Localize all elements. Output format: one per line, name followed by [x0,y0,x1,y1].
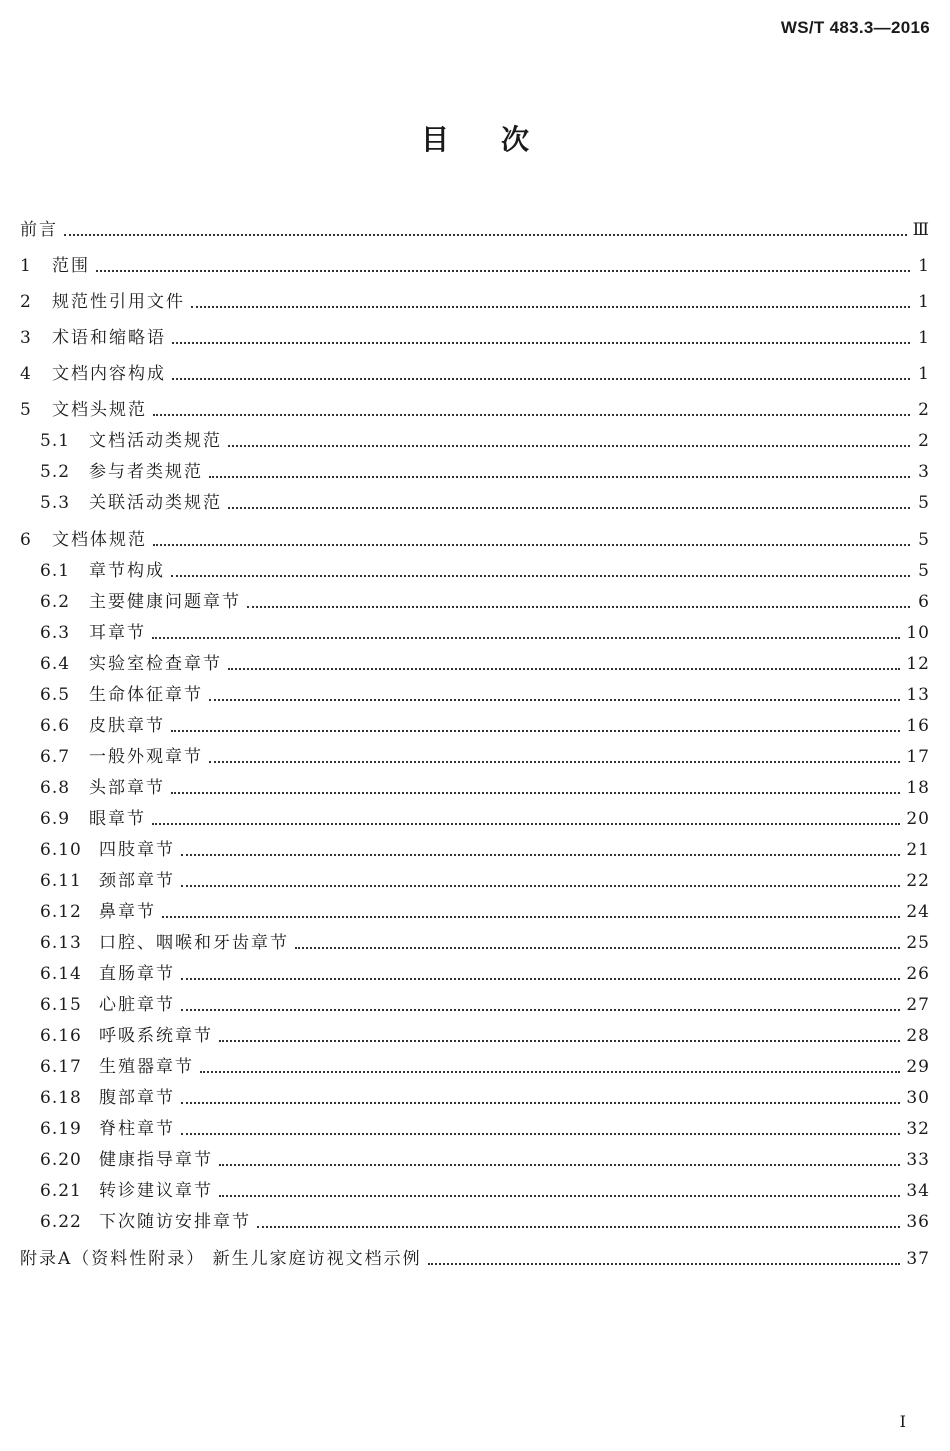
toc-entry-label: 附录A（资料性附录） 新生儿家庭访视文档示例 [20,1249,422,1269]
toc-entry[interactable] [40,744,930,770]
dot-leader [209,699,900,701]
toc-entry-label: 四肢章节 [99,840,175,860]
toc-entry-page: 20 [906,809,930,829]
toc-entry-number: 6.2 [40,592,71,612]
toc-entry-page: 2 [918,431,930,451]
toc-entry-label: 术语和缩略语 [52,328,166,348]
toc-entry-label: 主要健康问题章节 [89,592,241,612]
toc-entry-number: 6.16 [40,1026,82,1046]
toc-entry-number: 6.7 [40,747,71,767]
toc-entry-number: 1 [20,256,32,276]
dot-leader [228,445,910,447]
toc-entry-page: Ⅲ [912,220,930,240]
toc-entry-label: 皮肤章节 [89,716,165,736]
toc-entry-page: 3 [918,462,930,482]
dot-leader [64,234,907,236]
toc-entry-page: 13 [906,685,930,705]
toc-entry-page: 5 [918,493,930,513]
toc-entry-number: 5.3 [40,493,71,513]
toc-entry[interactable] [40,459,930,485]
toc-entry[interactable] [40,930,930,956]
toc-entry-number: 6.18 [40,1088,82,1108]
dot-leader [219,1164,900,1166]
toc-entry-label: 腹部章节 [99,1088,175,1108]
toc-entry[interactable] [20,289,930,315]
page-number: I [899,1412,906,1431]
toc-entry[interactable] [40,1116,930,1142]
toc-entry-label: 生殖器章节 [99,1057,194,1077]
toc-entry-label: 直肠章节 [99,964,175,984]
toc-entry-number: 2 [20,292,32,312]
toc-entry-number: 4 [20,364,32,384]
toc-entry-number: 6.1 [40,561,71,581]
dot-leader [162,916,900,918]
toc-entry-number: 6.12 [40,902,82,922]
dot-leader [181,885,900,887]
dot-leader [152,637,900,639]
toc-entry[interactable] [40,1178,930,1204]
toc-entry-number: 6.6 [40,716,71,736]
dot-leader [181,978,900,980]
standard-code: WS/T 483.3—2016 [780,18,930,37]
toc-entry-label: 生命体征章节 [89,685,203,705]
toc-entry[interactable] [40,651,930,677]
dot-leader [428,1263,901,1265]
toc-entry-number: 6.10 [40,840,82,860]
toc-entry-page: 34 [906,1181,930,1201]
dot-leader [228,668,900,670]
toc-entry-number: 6.21 [40,1181,82,1201]
dot-leader [171,575,910,577]
toc-entry-page: 1 [918,328,930,348]
toc-entry[interactable] [20,253,930,279]
toc-entry-page: 2 [918,400,930,420]
dot-leader [153,544,910,546]
toc-entry-label: 文档头规范 [52,400,147,420]
toc-entry-number: 5 [20,400,32,420]
toc-entry-number: 6.15 [40,995,82,1015]
dot-leader [295,947,900,949]
toc-entry-label: 一般外观章节 [89,747,203,767]
toc-entry-label: 健康指导章节 [99,1150,213,1170]
toc-entry-label: 口腔、咽喉和牙齿章节 [99,933,289,953]
toc-entry-page: 1 [918,256,930,276]
toc-entry-page: 28 [906,1026,930,1046]
toc-entry-page: 5 [918,530,930,550]
dot-leader [191,306,910,308]
toc-entry-page: 12 [906,654,930,674]
toc-entry-label: 心脏章节 [99,995,175,1015]
toc-entry-page: 33 [906,1150,930,1170]
toc-entry-label: 脊柱章节 [99,1119,175,1139]
toc-entry-page: 37 [906,1249,930,1269]
dot-leader [219,1040,900,1042]
toc-entry-label: 文档体规范 [52,530,147,550]
toc-entry[interactable] [20,217,930,243]
toc-entry-label: 下次随访安排章节 [99,1212,251,1232]
toc-entry-label: 头部章节 [89,778,165,798]
toc-entry[interactable] [20,527,930,553]
toc-entry-number: 6.11 [40,871,82,891]
toc-entry-number: 6.14 [40,964,82,984]
toc-entry-label: 颈部章节 [99,871,175,891]
toc-entry-label: 呼吸系统章节 [99,1026,213,1046]
toc-entry[interactable] [40,428,930,454]
toc-entry[interactable] [20,1246,930,1272]
toc-entry-page: 30 [906,1088,930,1108]
toc-entry-page: 29 [906,1057,930,1077]
toc-entry-label: 耳章节 [89,623,146,643]
dot-leader [181,1133,900,1135]
toc-entry-label: 章节构成 [89,561,165,581]
toc-entry-label: 转诊建议章节 [99,1181,213,1201]
dot-leader [153,414,910,416]
toc-entry-page: 21 [906,840,930,860]
dot-leader [171,730,900,732]
toc-entry[interactable] [40,1085,930,1111]
toc-entry-page: 6 [918,592,930,612]
toc-entry-page: 26 [906,964,930,984]
toc-entry-label: 前言 [20,220,58,240]
toc-entry-page: 1 [918,364,930,384]
toc-entry-label: 范围 [52,256,90,276]
toc-entry-number: 3 [20,328,32,348]
toc-entry-page: 25 [906,933,930,953]
toc-entry-number: 5.2 [40,462,71,482]
dot-leader [209,761,900,763]
toc-entry-label: 眼章节 [89,809,146,829]
toc-entry[interactable] [40,620,930,646]
toc-entry-label: 文档活动类规范 [89,431,222,451]
toc-entry-number: 6 [20,530,32,550]
dot-leader [181,1009,900,1011]
toc-entry[interactable] [40,899,930,925]
toc-entry-page: 27 [906,995,930,1015]
toc-entry-number: 6.4 [40,654,71,674]
dot-leader [200,1071,900,1073]
toc-entry[interactable] [40,806,930,832]
toc-entry-label: 规范性引用文件 [52,292,185,312]
toc-entry-number: 6.20 [40,1150,82,1170]
toc-entry-number: 6.13 [40,933,82,953]
toc-entry-label: 实验室检查章节 [89,654,222,674]
toc-entry-page: 1 [918,292,930,312]
toc-entry[interactable] [40,558,930,584]
dot-leader [247,606,910,608]
toc-entry-page: 24 [906,902,930,922]
toc-entry-label: 参与者类规范 [89,462,203,482]
toc-entry-page: 16 [906,716,930,736]
toc-entry-number: 6.5 [40,685,71,705]
toc-entry-number: 6.9 [40,809,71,829]
toc-entry[interactable] [40,992,930,1018]
toc-entry-page: 32 [906,1119,930,1139]
toc-entry[interactable] [40,837,930,863]
toc-entry[interactable] [40,775,930,801]
toc-entry[interactable] [40,1023,930,1049]
toc-entry[interactable] [40,589,930,615]
dot-leader [219,1195,900,1197]
dot-leader [152,823,900,825]
toc-entry[interactable] [20,361,930,387]
toc-entry[interactable] [40,682,930,708]
dot-leader [172,342,910,344]
dot-leader [257,1226,900,1228]
toc-entry-page: 17 [906,747,930,767]
toc-title: 目次 [420,123,581,156]
toc-entry[interactable] [40,1147,930,1173]
toc-entry-number: 6.17 [40,1057,82,1077]
toc-entry-number: 5.1 [40,431,71,451]
dot-leader [96,270,910,272]
dot-leader [181,1102,900,1104]
toc-entry-page: 36 [906,1212,930,1232]
toc-entry-page: 22 [906,871,930,891]
toc-entry[interactable] [40,961,930,987]
toc-entry-number: 6.19 [40,1119,82,1139]
toc-entry[interactable] [40,713,930,739]
toc-entry[interactable] [20,325,930,351]
toc-entry[interactable] [40,868,930,894]
toc-entry-number: 6.3 [40,623,71,643]
toc-entry-number: 6.8 [40,778,71,798]
toc-entry-page: 5 [918,561,930,581]
toc-entry-page: 18 [906,778,930,798]
toc-entry[interactable] [40,1054,930,1080]
toc-entry-label: 文档内容构成 [52,364,166,384]
toc-entry-label: 关联活动类规范 [89,493,222,513]
toc-entry-number: 6.22 [40,1212,82,1232]
dot-leader [172,378,910,380]
dot-leader [209,476,910,478]
toc-entry-page: 10 [906,623,930,643]
toc-entry[interactable] [20,397,930,423]
toc-entry[interactable] [40,490,930,516]
dot-leader [171,792,900,794]
dot-leader [228,507,910,509]
toc-entry-label: 鼻章节 [99,902,156,922]
dot-leader [181,854,900,856]
toc-entry[interactable] [40,1209,930,1235]
